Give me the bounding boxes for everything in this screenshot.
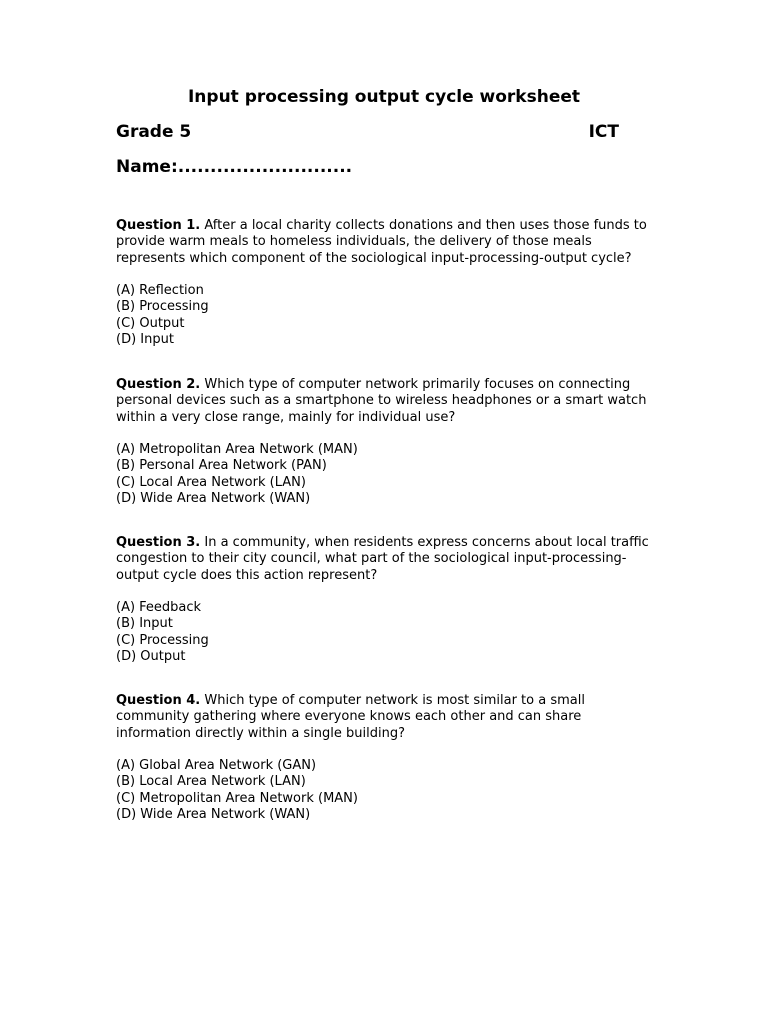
question-2-body: Which type of computer network primarily focuses on connecting personal devices such as a smartphone to wireless headphones or a smart watch within a very close range, mainly for individual use? (116, 377, 647, 425)
question-4-option-a: (A) Global Area Network (GAN) (116, 758, 317, 774)
question-1 (116, 218, 652, 348)
question-4-option-b: (B) Local Area Network (LAN) (116, 774, 306, 790)
question-2-option-b: (B) Personal Area Network (PAN) (116, 458, 327, 474)
question-3-options (116, 600, 652, 665)
question-1-options (116, 283, 652, 348)
question-3-option-b: (B) Input (116, 616, 173, 632)
name-row (116, 156, 619, 178)
question-4 (116, 693, 652, 823)
question-4-options (116, 758, 652, 823)
question-3-option-a: (A) Feedback (116, 600, 202, 616)
question-1-option-b: (B) Processing (116, 299, 209, 315)
question-2-option-a: (A) Metropolitan Area Network (MAN) (116, 442, 358, 458)
question-3-option-d: (D) Output (116, 649, 186, 665)
question-3-text (116, 535, 652, 584)
subject-label: ICT (588, 122, 619, 142)
question-1-text (116, 218, 652, 267)
question-2 (116, 377, 652, 507)
question-4-option-d: (D) Wide Area Network (WAN) (116, 807, 311, 823)
question-4-label: Question 4. (116, 693, 201, 708)
worksheet-title: Input processing output cycle worksheet (187, 87, 581, 107)
question-3 (116, 535, 652, 665)
name-field-label: Name:........................... (116, 157, 353, 177)
question-2-options (116, 442, 652, 507)
question-1-option-a: (A) Reflection (116, 283, 204, 299)
question-2-text (116, 377, 652, 426)
question-4-option-c: (C) Metropolitan Area Network (MAN) (116, 790, 358, 806)
question-3-body: In a community, when residents express concerns about local traffic congestion to their city council, what part of the sociological input-processing-output cycle does this action represent? (116, 535, 649, 583)
question-1-label: Question 1. (116, 218, 201, 233)
question-4-body: Which type of computer network is most similar to a small community gathering where everyone knows each other and can share information directly within a single building? (116, 693, 585, 741)
question-4-text (116, 693, 652, 742)
question-3-label: Question 3. (116, 535, 201, 550)
question-1-option-c: (C) Output (116, 315, 185, 331)
question-2-label: Question 2. (116, 377, 201, 392)
question-1-body: After a local charity collects donations and then uses those funds to provide warm meals to homeless individuals, the delivery of those meals represents which component of the sociological input-processing-output cycle? (116, 218, 647, 266)
grade-label: Grade 5 (116, 122, 192, 142)
question-2-option-c: (C) Local Area Network (LAN) (116, 474, 306, 490)
question-2-option-d: (D) Wide Area Network (WAN) (116, 491, 311, 507)
question-1-option-d: (D) Input (116, 332, 174, 348)
question-3-option-c: (C) Processing (116, 632, 209, 648)
grade-subject-row (116, 121, 619, 143)
